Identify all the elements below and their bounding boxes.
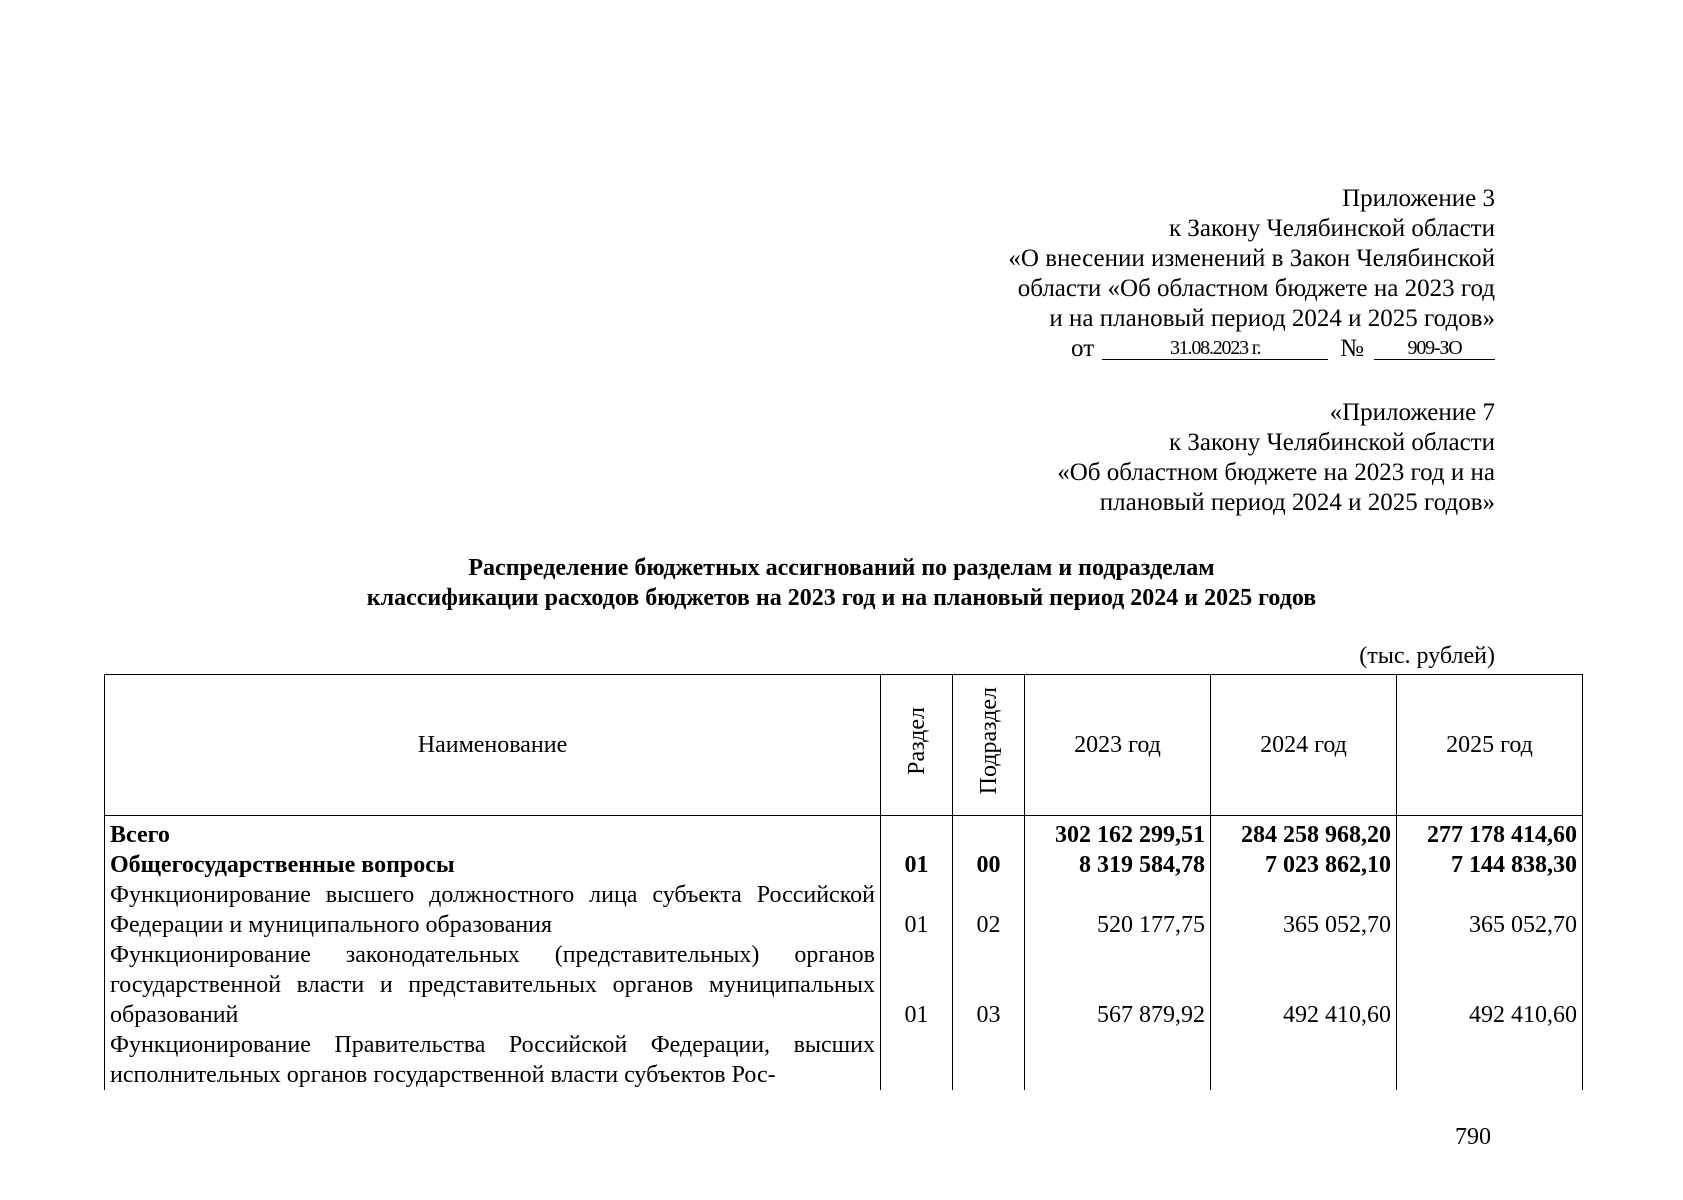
appendix-3-line: «О внесении изменений в Закон Челябинской (1008, 245, 1495, 272)
from-label: от (1071, 335, 1095, 362)
row-subsection: 00 (953, 850, 1025, 880)
row-name: Функционирование Правительства Российской Федерации, высших исполнительных органов государственной власти субъектов Рос- (105, 1030, 881, 1090)
row-2024 (1211, 1030, 1397, 1090)
table-row (105, 880, 1583, 940)
row-subsection: 03 (953, 940, 1025, 1030)
law-date: 31.08.2023 г. (1102, 337, 1328, 360)
title-line-2: классификации расходов бюджетов на 2023 год и на плановый период 2024 и 2025 годов (366, 585, 1317, 611)
appendix-3-line: к Закону Челябинской области (1169, 215, 1495, 242)
law-number: 909-ЗО (1374, 337, 1495, 360)
row-2024: 492 410,60 (1211, 940, 1397, 1030)
appendix-7-line: «Об областном бюджете на 2023 год и на (1057, 459, 1495, 486)
row-2025: 277 178 414,60 (1397, 816, 1583, 851)
row-2023: 8 319 584,78 (1025, 850, 1211, 880)
row-section: 01 (881, 880, 953, 940)
row-name: Общегосударственные вопросы (105, 850, 881, 880)
units-label: (тыс. рублей) (1359, 643, 1495, 669)
document-title (0, 553, 1683, 613)
row-name: Функционирование законодательных (представительных) органов государственной власти и представительных органов муниципальных образований (105, 940, 881, 1030)
row-subsection: 02 (953, 880, 1025, 940)
row-2025: 365 052,70 (1397, 880, 1583, 940)
header-2025: 2025 год (1397, 675, 1583, 816)
appendix-3-line: Приложение 3 (1342, 185, 1495, 212)
header-section: Раздел (881, 675, 953, 816)
law-date-number-line (1008, 334, 1495, 364)
row-section: 01 (881, 850, 953, 880)
row-2023: 520 177,75 (1025, 880, 1211, 940)
row-2024: 7 023 862,10 (1211, 850, 1397, 880)
table-row (105, 1030, 1583, 1090)
row-2024: 284 258 968,20 (1211, 816, 1397, 851)
page-number: 790 (1455, 1124, 1491, 1150)
title-line-1: Распределение бюджетных ассигнований по разделам и подразделам (468, 555, 1215, 581)
appendix-3-line: и на плановый период 2024 и 2025 годов» (1049, 305, 1495, 332)
row-2025: 7 144 838,30 (1397, 850, 1583, 880)
budget-table (104, 674, 1583, 1090)
header-subsection: Подраздел (953, 675, 1025, 816)
row-2023 (1025, 1030, 1211, 1090)
header-2024: 2024 год (1211, 675, 1397, 816)
row-section: 01 (881, 940, 953, 1030)
number-sign: № (1340, 335, 1364, 362)
row-subsection (953, 816, 1025, 851)
table-header-row (105, 675, 1583, 816)
table-row (105, 940, 1583, 1030)
table-row (105, 850, 1583, 880)
appendix-7-line: плановый период 2024 и 2025 годов» (1099, 489, 1495, 516)
row-name: Всего (105, 816, 881, 851)
appendix-3-header (1008, 184, 1495, 364)
table-row-total (105, 816, 1583, 851)
row-name: Функционирование высшего должностного лица субъекта Российской Федерации и муниципального образования (105, 880, 881, 940)
header-name: Наименование (105, 675, 881, 816)
appendix-7-line: «Приложение 7 (1329, 399, 1495, 426)
header-2023: 2023 год (1025, 675, 1211, 816)
row-section (881, 1030, 953, 1090)
appendix-3-line: области «Об областном бюджете на 2023 год (1017, 275, 1495, 302)
row-section (881, 816, 953, 851)
appendix-7-line: к Закону Челябинской области (1169, 429, 1495, 456)
row-2024: 365 052,70 (1211, 880, 1397, 940)
row-2023: 567 879,92 (1025, 940, 1211, 1030)
row-subsection (953, 1030, 1025, 1090)
row-2023: 302 162 299,51 (1025, 816, 1211, 851)
appendix-7-header (1057, 398, 1495, 518)
row-2025: 492 410,60 (1397, 940, 1583, 1030)
row-2025 (1397, 1030, 1583, 1090)
